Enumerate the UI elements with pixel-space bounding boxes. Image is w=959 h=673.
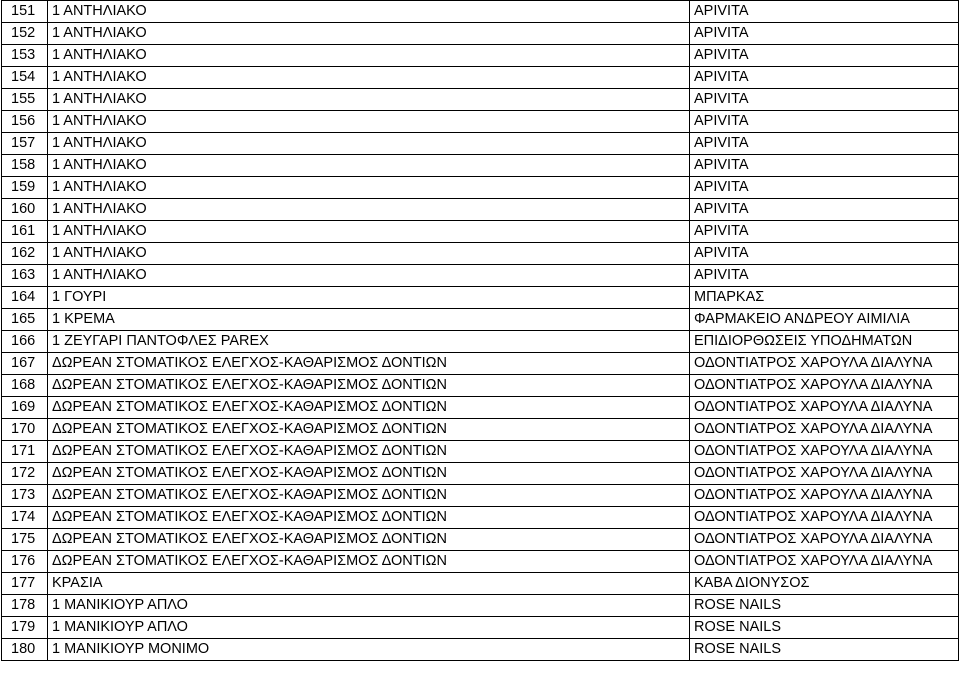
row-number-cell: 173	[2, 485, 48, 507]
sponsor-cell: APIVITA	[690, 133, 959, 155]
table-row	[2, 243, 959, 265]
sponsor-cell: ΦΑΡΜΑΚΕΙΟ ΑΝΔΡΕΟΥ ΑΙΜΙΛΙΑ	[690, 309, 959, 331]
row-number-cell: 180	[2, 639, 48, 661]
row-number-cell: 179	[2, 617, 48, 639]
table-row	[2, 397, 959, 419]
item-description-cell: ΔΩΡΕΑΝ ΣΤΟΜΑΤΙΚΟΣ ΕΛΕΓΧΟΣ-ΚΑΘΑΡΙΣΜΟΣ ΔΟΝΤΙΩΝ	[48, 441, 690, 463]
row-number-cell: 172	[2, 463, 48, 485]
item-description-cell: 1 ΑΝΤΗΛΙΑΚΟ	[48, 89, 690, 111]
row-number-cell: 164	[2, 287, 48, 309]
prize-table	[1, 0, 959, 661]
sponsor-cell: ROSE NAILS	[690, 639, 959, 661]
sponsor-cell: ΟΔΟΝΤΙΑΤΡΟΣ ΧΑΡΟΥΛΑ ΔΙΑΛΥΝΑ	[690, 529, 959, 551]
table-row	[2, 595, 959, 617]
item-description-cell: ΚΡΑΣΙΑ	[48, 573, 690, 595]
item-description-cell: 1 ΓΟΥΡΙ	[48, 287, 690, 309]
row-number-cell: 156	[2, 111, 48, 133]
sponsor-cell: ΟΔΟΝΤΙΑΤΡΟΣ ΧΑΡΟΥΛΑ ΔΙΑΛΥΝΑ	[690, 485, 959, 507]
item-description-cell: 1 ΑΝΤΗΛΙΑΚΟ	[48, 1, 690, 23]
row-number-cell: 177	[2, 573, 48, 595]
row-number-cell: 165	[2, 309, 48, 331]
row-number-cell: 163	[2, 265, 48, 287]
item-description-cell: 1 ΜΑΝΙΚΙΟΥΡ ΑΠΛΟ	[48, 617, 690, 639]
row-number-cell: 167	[2, 353, 48, 375]
table-row	[2, 441, 959, 463]
table-row	[2, 419, 959, 441]
table-row	[2, 485, 959, 507]
table-row	[2, 265, 959, 287]
item-description-cell: 1 ΑΝΤΗΛΙΑΚΟ	[48, 67, 690, 89]
table-row	[2, 111, 959, 133]
table-row	[2, 221, 959, 243]
sponsor-cell: APIVITA	[690, 177, 959, 199]
sponsor-cell: ΟΔΟΝΤΙΑΤΡΟΣ ΧΑΡΟΥΛΑ ΔΙΑΛΥΝΑ	[690, 375, 959, 397]
item-description-cell: ΔΩΡΕΑΝ ΣΤΟΜΑΤΙΚΟΣ ΕΛΕΓΧΟΣ-ΚΑΘΑΡΙΣΜΟΣ ΔΟΝΤΙΩΝ	[48, 353, 690, 375]
table-row	[2, 287, 959, 309]
table-row	[2, 199, 959, 221]
row-number-cell: 170	[2, 419, 48, 441]
item-description-cell: 1 ΚΡΕΜΑ	[48, 309, 690, 331]
item-description-cell: 1 ΑΝΤΗΛΙΑΚΟ	[48, 45, 690, 67]
sponsor-cell: APIVITA	[690, 111, 959, 133]
row-number-cell: 157	[2, 133, 48, 155]
row-number-cell: 166	[2, 331, 48, 353]
item-description-cell: ΔΩΡΕΑΝ ΣΤΟΜΑΤΙΚΟΣ ΕΛΕΓΧΟΣ-ΚΑΘΑΡΙΣΜΟΣ ΔΟΝΤΙΩΝ	[48, 397, 690, 419]
row-number-cell: 178	[2, 595, 48, 617]
sponsor-cell: ΟΔΟΝΤΙΑΤΡΟΣ ΧΑΡΟΥΛΑ ΔΙΑΛΥΝΑ	[690, 397, 959, 419]
table-row	[2, 353, 959, 375]
row-number-cell: 161	[2, 221, 48, 243]
sponsor-cell: ROSE NAILS	[690, 617, 959, 639]
item-description-cell: ΔΩΡΕΑΝ ΣΤΟΜΑΤΙΚΟΣ ΕΛΕΓΧΟΣ-ΚΑΘΑΡΙΣΜΟΣ ΔΟΝΤΙΩΝ	[48, 419, 690, 441]
item-description-cell: 1 ΑΝΤΗΛΙΑΚΟ	[48, 133, 690, 155]
item-description-cell: ΔΩΡΕΑΝ ΣΤΟΜΑΤΙΚΟΣ ΕΛΕΓΧΟΣ-ΚΑΘΑΡΙΣΜΟΣ ΔΟΝΤΙΩΝ	[48, 507, 690, 529]
sponsor-cell: APIVITA	[690, 265, 959, 287]
sponsor-cell: APIVITA	[690, 199, 959, 221]
sponsor-cell: ΕΠΙΔΙΟΡΘΩΣΕΙΣ ΥΠΟΔΗΜΑΤΩΝ	[690, 331, 959, 353]
row-number-cell: 168	[2, 375, 48, 397]
table-row	[2, 133, 959, 155]
row-number-cell: 175	[2, 529, 48, 551]
table-row	[2, 45, 959, 67]
sponsor-cell: ΚΑΒΑ ΔΙΟΝΥΣΟΣ	[690, 573, 959, 595]
prize-table-body	[2, 1, 959, 661]
item-description-cell: 1 ΑΝΤΗΛΙΑΚΟ	[48, 23, 690, 45]
item-description-cell: 1 ΑΝΤΗΛΙΑΚΟ	[48, 155, 690, 177]
item-description-cell: 1 ΑΝΤΗΛΙΑΚΟ	[48, 177, 690, 199]
table-row	[2, 507, 959, 529]
item-description-cell: 1 ΑΝΤΗΛΙΑΚΟ	[48, 111, 690, 133]
sponsor-cell: APIVITA	[690, 89, 959, 111]
item-description-cell: 1 ΑΝΤΗΛΙΑΚΟ	[48, 243, 690, 265]
sponsor-cell: ΟΔΟΝΤΙΑΤΡΟΣ ΧΑΡΟΥΛΑ ΔΙΑΛΥΝΑ	[690, 551, 959, 573]
table-row	[2, 1, 959, 23]
sponsor-cell: APIVITA	[690, 45, 959, 67]
row-number-cell: 155	[2, 89, 48, 111]
table-row	[2, 551, 959, 573]
table-row	[2, 155, 959, 177]
sponsor-cell: APIVITA	[690, 1, 959, 23]
row-number-cell: 158	[2, 155, 48, 177]
item-description-cell: ΔΩΡΕΑΝ ΣΤΟΜΑΤΙΚΟΣ ΕΛΕΓΧΟΣ-ΚΑΘΑΡΙΣΜΟΣ ΔΟΝΤΙΩΝ	[48, 485, 690, 507]
table-row	[2, 617, 959, 639]
row-number-cell: 162	[2, 243, 48, 265]
row-number-cell: 169	[2, 397, 48, 419]
row-number-cell: 171	[2, 441, 48, 463]
table-row	[2, 23, 959, 45]
row-number-cell: 160	[2, 199, 48, 221]
item-description-cell: ΔΩΡΕΑΝ ΣΤΟΜΑΤΙΚΟΣ ΕΛΕΓΧΟΣ-ΚΑΘΑΡΙΣΜΟΣ ΔΟΝΤΙΩΝ	[48, 375, 690, 397]
row-number-cell: 176	[2, 551, 48, 573]
item-description-cell: 1 ΜΑΝΙΚΙΟΥΡ ΜΟΝΙΜΟ	[48, 639, 690, 661]
table-row	[2, 309, 959, 331]
table-row	[2, 89, 959, 111]
sponsor-cell: ΟΔΟΝΤΙΑΤΡΟΣ ΧΑΡΟΥΛΑ ΔΙΑΛΥΝΑ	[690, 419, 959, 441]
sponsor-cell: APIVITA	[690, 243, 959, 265]
sponsor-cell: APIVITA	[690, 155, 959, 177]
sponsor-cell: ROSE NAILS	[690, 595, 959, 617]
item-description-cell: 1 ΖΕΥΓΑΡΙ ΠΑΝΤΟΦΛΕΣ PAREX	[48, 331, 690, 353]
row-number-cell: 153	[2, 45, 48, 67]
item-description-cell: 1 ΑΝΤΗΛΙΑΚΟ	[48, 265, 690, 287]
table-row	[2, 375, 959, 397]
item-description-cell: ΔΩΡΕΑΝ ΣΤΟΜΑΤΙΚΟΣ ΕΛΕΓΧΟΣ-ΚΑΘΑΡΙΣΜΟΣ ΔΟΝΤΙΩΝ	[48, 529, 690, 551]
sponsor-cell: APIVITA	[690, 67, 959, 89]
table-row	[2, 529, 959, 551]
item-description-cell: ΔΩΡΕΑΝ ΣΤΟΜΑΤΙΚΟΣ ΕΛΕΓΧΟΣ-ΚΑΘΑΡΙΣΜΟΣ ΔΟΝΤΙΩΝ	[48, 551, 690, 573]
row-number-cell: 174	[2, 507, 48, 529]
table-row	[2, 67, 959, 89]
sponsor-cell: APIVITA	[690, 23, 959, 45]
table-row	[2, 639, 959, 661]
row-number-cell: 154	[2, 67, 48, 89]
row-number-cell: 151	[2, 1, 48, 23]
item-description-cell: 1 ΑΝΤΗΛΙΑΚΟ	[48, 221, 690, 243]
item-description-cell: 1 ΑΝΤΗΛΙΑΚΟ	[48, 199, 690, 221]
sponsor-cell: ΟΔΟΝΤΙΑΤΡΟΣ ΧΑΡΟΥΛΑ ΔΙΑΛΥΝΑ	[690, 463, 959, 485]
table-row	[2, 331, 959, 353]
item-description-cell: ΔΩΡΕΑΝ ΣΤΟΜΑΤΙΚΟΣ ΕΛΕΓΧΟΣ-ΚΑΘΑΡΙΣΜΟΣ ΔΟΝΤΙΩΝ	[48, 463, 690, 485]
table-row	[2, 177, 959, 199]
table-row	[2, 573, 959, 595]
row-number-cell: 152	[2, 23, 48, 45]
sponsor-cell: ΟΔΟΝΤΙΑΤΡΟΣ ΧΑΡΟΥΛΑ ΔΙΑΛΥΝΑ	[690, 441, 959, 463]
sponsor-cell: APIVITA	[690, 221, 959, 243]
item-description-cell: 1 ΜΑΝΙΚΙΟΥΡ ΑΠΛΟ	[48, 595, 690, 617]
row-number-cell: 159	[2, 177, 48, 199]
sponsor-cell: ΟΔΟΝΤΙΑΤΡΟΣ ΧΑΡΟΥΛΑ ΔΙΑΛΥΝΑ	[690, 353, 959, 375]
sponsor-cell: ΜΠΑΡΚΑΣ	[690, 287, 959, 309]
table-row	[2, 463, 959, 485]
sponsor-cell: ΟΔΟΝΤΙΑΤΡΟΣ ΧΑΡΟΥΛΑ ΔΙΑΛΥΝΑ	[690, 507, 959, 529]
